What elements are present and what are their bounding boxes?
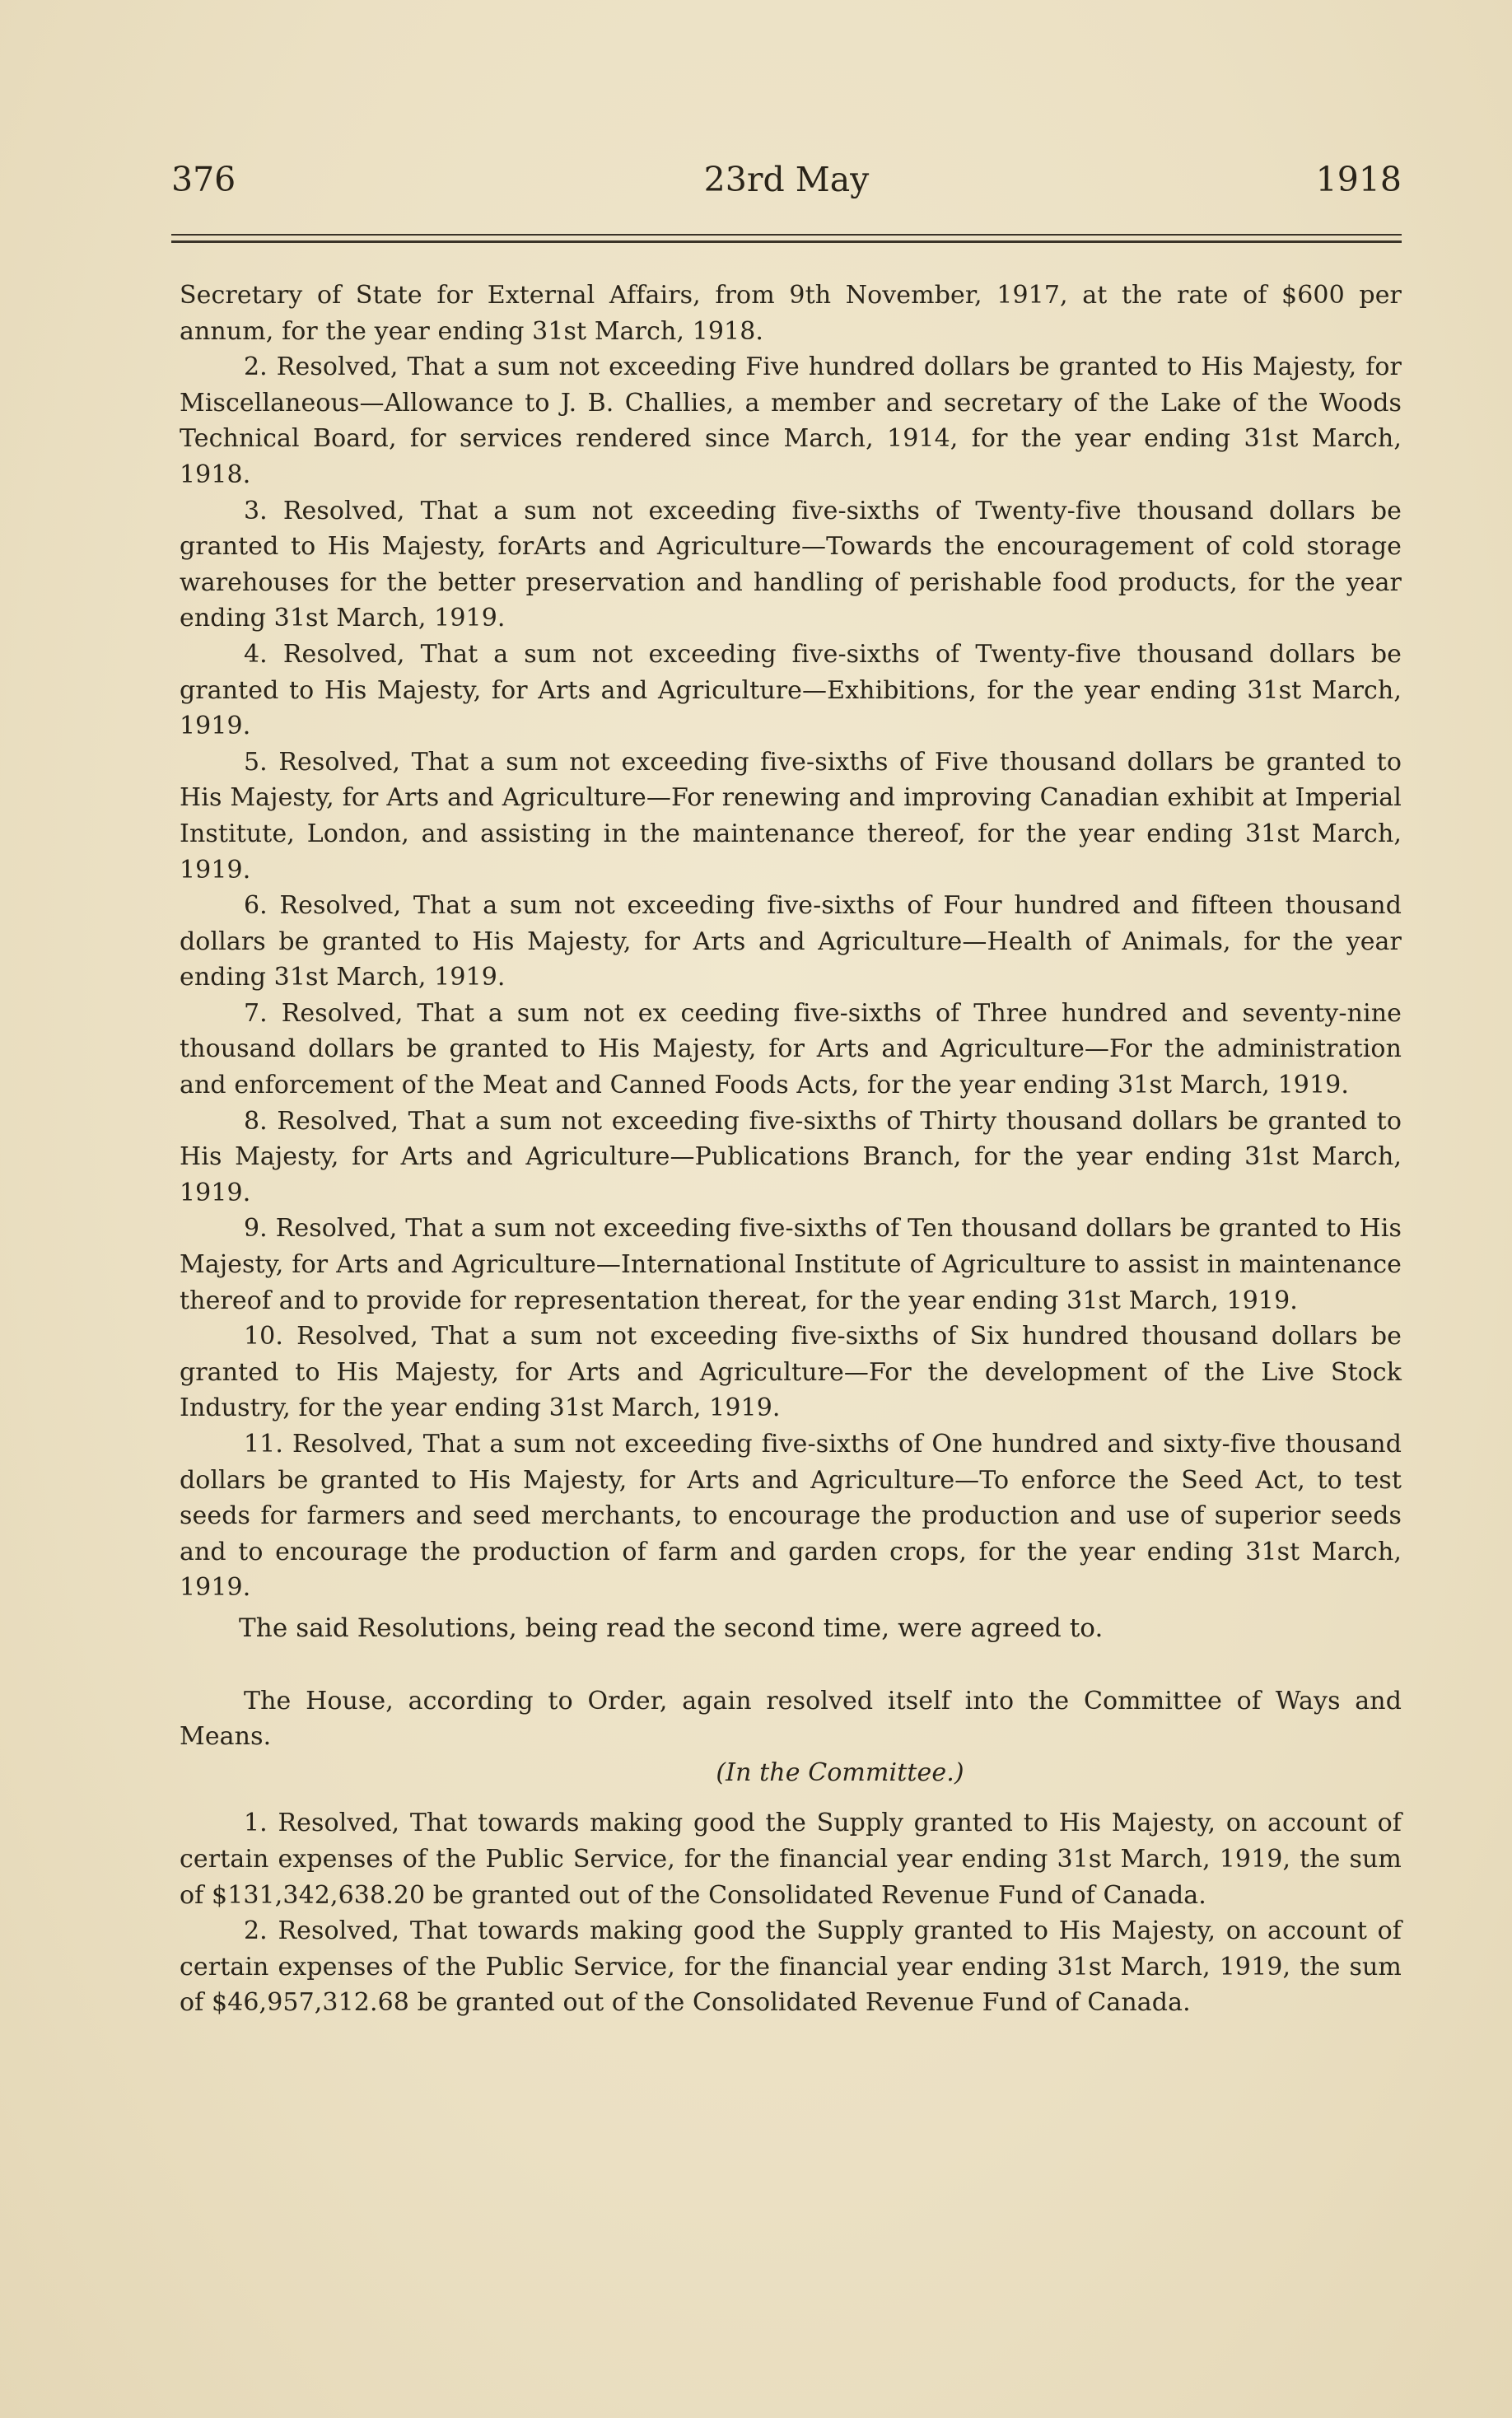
committee-heading: (In the Committee.) <box>716 1757 964 1787</box>
resolution-paragraph: 11. Resolved, That a sum not exceeding five-sixths of One hundred and sixty-five thousand dollars be granted to His Majesty, for Arts and Agriculture—To enforce the Seed Act, to test seeds for farmers and seed merchants, to encourage the production and use of superior seeds and to encourage the production of farm and garden crops, for the year ending 31st March, 1919. <box>180 1430 1402 1603</box>
house-statement: The House, according to Order, again resolved itself into the Committee of Ways and Means. <box>180 1686 1402 1752</box>
header-rule-bottom <box>171 240 1402 243</box>
resolution-paragraph: 8. Resolved, That a sum not exceeding five-sixths of Thirty thousand dollars be granted to His Majesty, for Arts and Agriculture—Publications Branch, for the year ending 31st March, 1919. <box>180 1106 1402 1207</box>
resolution-paragraph: 6. Resolved, That a sum not exceeding five-sixths of Four hundred and fifteen thousand dollars be granted to His Majesty, for Arts and Agriculture—Health of Animals, for the year ending 31st March, 1919. <box>180 891 1402 992</box>
resolution-paragraph: 3. Resolved, That a sum not exceeding five-sixths of Twenty-five thousand dollars be granted to His Majesty, forArts and Agriculture—Towards the encouragement of cold storage warehouses for the better preservation and handling of perishable food products, for the year ending 31st March, 1919. <box>180 496 1402 633</box>
resolution-paragraph: 10. Resolved, That a sum not exceeding five-sixths of Six hundred thousand dollars be granted to His Majesty, for Arts and Agriculture—For the development of the Live Stock Industry, for the year ending 31st March, 1919. <box>180 1322 1402 1423</box>
committee-resolution: 2. Resolved, That towards making good the Supply granted to His Majesty, on account of certain expenses of the Public Service, for the financial year ending 31st March, 1919, the sum of $46,957,312.68 be granted out of the Consolidated Revenue Fund of Canada. <box>180 1916 1402 2018</box>
page-date: 23rd May <box>703 160 870 199</box>
page-number: 376 <box>171 160 236 199</box>
resolution-paragraph: 5. Resolved, That a sum not exceeding five-sixths of Five thousand dollars be granted to His Majesty, for Arts and Agriculture—For renewing and improving Canadian exhibit at Imperial Institute, London, and assisting in the maintenance thereof, for the year ending 31st March, 1919. <box>180 747 1402 885</box>
agreed-statement: The said Resolutions, being read the second time, were agreed to. <box>239 1613 1104 1643</box>
paragraph-continuation: Secretary of State for External Affairs, from 9th November, 1917, at the rate of $600 per annum, for the year ending 31st March, 1918. <box>180 281 1402 346</box>
page-header <box>171 155 1402 204</box>
resolution-paragraph: 7. Resolved, That a sum not ex ceeding five-sixths of Three hundred and seventy-nine thousand dollars be granted to His Majesty, for Arts and Agriculture—For the administration and enforcement of the Meat and Canned Foods Acts, for the year ending 31st March, 1919. <box>180 998 1402 1100</box>
resolution-paragraph: 9. Resolved, That a sum not exceeding five-sixths of Ten thousand dollars be granted to His Majesty, for Arts and Agriculture—International Institute of Agriculture to assist in maintenance thereof and to provide for representation thereat, for the year ending 31st March, 1919. <box>180 1214 1402 1315</box>
committee-resolution: 1. Resolved, That towards making good the Supply granted to His Majesty, on account of certain expenses of the Public Service, for the financial year ending 31st March, 1919, the sum of $131,342,638.20 be granted out of the Consolidated Revenue Fund of Canada. <box>180 1809 1402 1910</box>
resolution-paragraph: 2. Resolved, That a sum not exceeding Five hundred dollars be granted to His Majesty, for Miscellaneous—Allowance to J. B. Challies, a member and secretary of the Lake of the Woods Technical Board, for services rendered since March, 1914, for the year ending 31st March, 1918. <box>180 352 1402 489</box>
page-year: 1918 <box>1315 160 1402 199</box>
resolution-paragraph: 4. Resolved, That a sum not exceeding five-sixths of Twenty-five thousand dollars be granted to His Majesty, for Arts and Agriculture—Exhibitions, for the year ending 31st March, 1919. <box>180 639 1402 741</box>
journal-body <box>180 278 1402 2021</box>
header-rule-top <box>171 234 1402 236</box>
